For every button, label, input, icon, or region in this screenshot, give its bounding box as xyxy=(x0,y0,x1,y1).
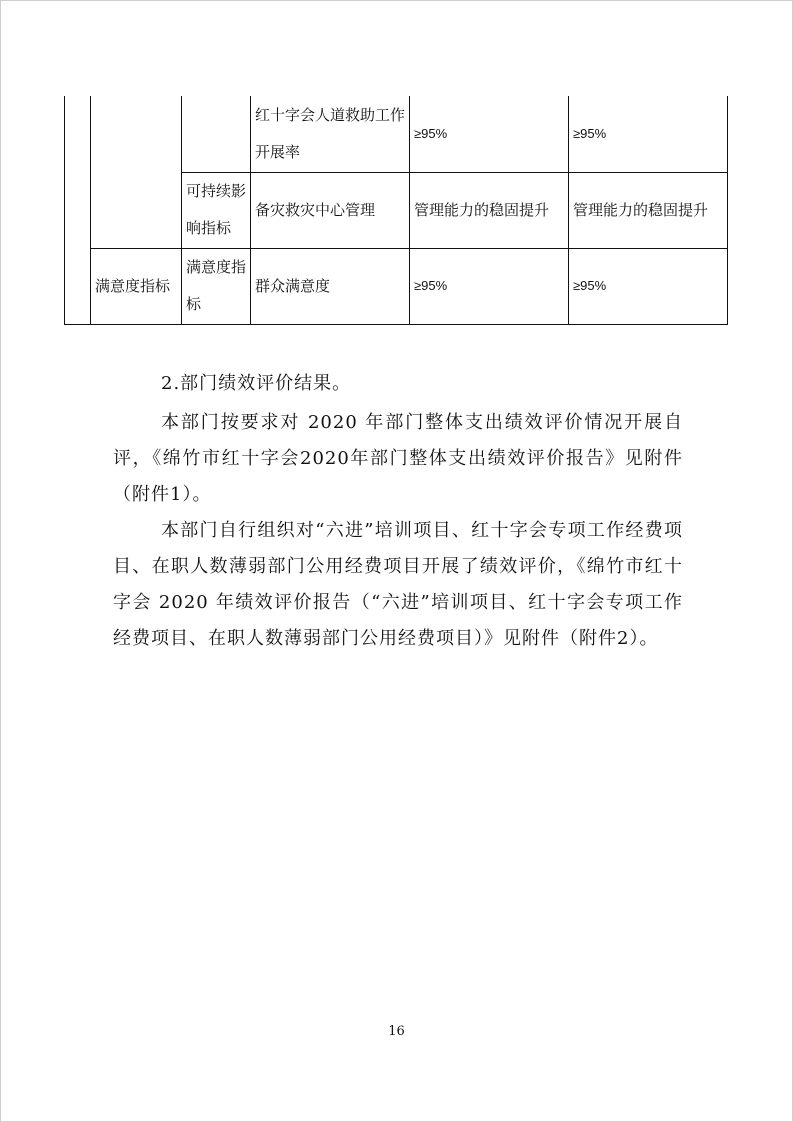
table-cell-target-value: ≥95% xyxy=(410,248,569,324)
table-cell-subindicator: 满意度指标 xyxy=(182,248,251,324)
table-cell-target-value: 管理能力的稳固提升 xyxy=(410,172,569,248)
table-cell-level1-indicator: 满意度指标 xyxy=(91,248,182,324)
table-cell-actual-value: ≥95% xyxy=(569,248,728,324)
paragraph-project-evaluation: 本部门自行组织对“六进”培训项目、红十字会专项工作经费项目、在职人数薄弱部门公用经费项目开展了绩效评价，《绵竹市红十字会 2020 年绩效评价报告（“六进”培训项目、红十字会专项工作经费项目、在职人数薄弱部门公用经费项目）》见附件（附件2）。 xyxy=(113,520,683,649)
table-cell-indicator-name: 备灾救灾中心管理 xyxy=(251,172,410,248)
table-cell-actual-value: 管理能力的稳固提升 xyxy=(569,172,728,248)
table-cell-target-value: ≥95% xyxy=(410,96,569,172)
table-cell-indicator-name: 群众满意度 xyxy=(251,248,410,324)
performance-indicator-table xyxy=(64,96,728,325)
paragraph-self-evaluation: 本部门按要求对 2020 年部门整体支出绩效评价情况开展自评，《绵竹市红十字会2020年部门整体支出绩效评价报告》见附件（附件1）。 xyxy=(113,412,683,505)
table-cell-subindicator: 可持续影响指标 xyxy=(182,172,251,248)
table-row xyxy=(65,248,728,324)
table-cell-subindicator xyxy=(182,96,251,172)
section-heading: 2.部门绩效评价结果。 xyxy=(161,373,352,394)
table-cell-blank xyxy=(91,96,182,248)
table-cell-actual-value: ≥95% xyxy=(569,96,728,172)
table-cell-blank xyxy=(65,96,91,324)
table-row xyxy=(65,96,728,172)
table-cell-indicator-name: 红十字会人道救助工作开展率 xyxy=(251,96,410,172)
page-number: 16 xyxy=(388,1024,405,1039)
